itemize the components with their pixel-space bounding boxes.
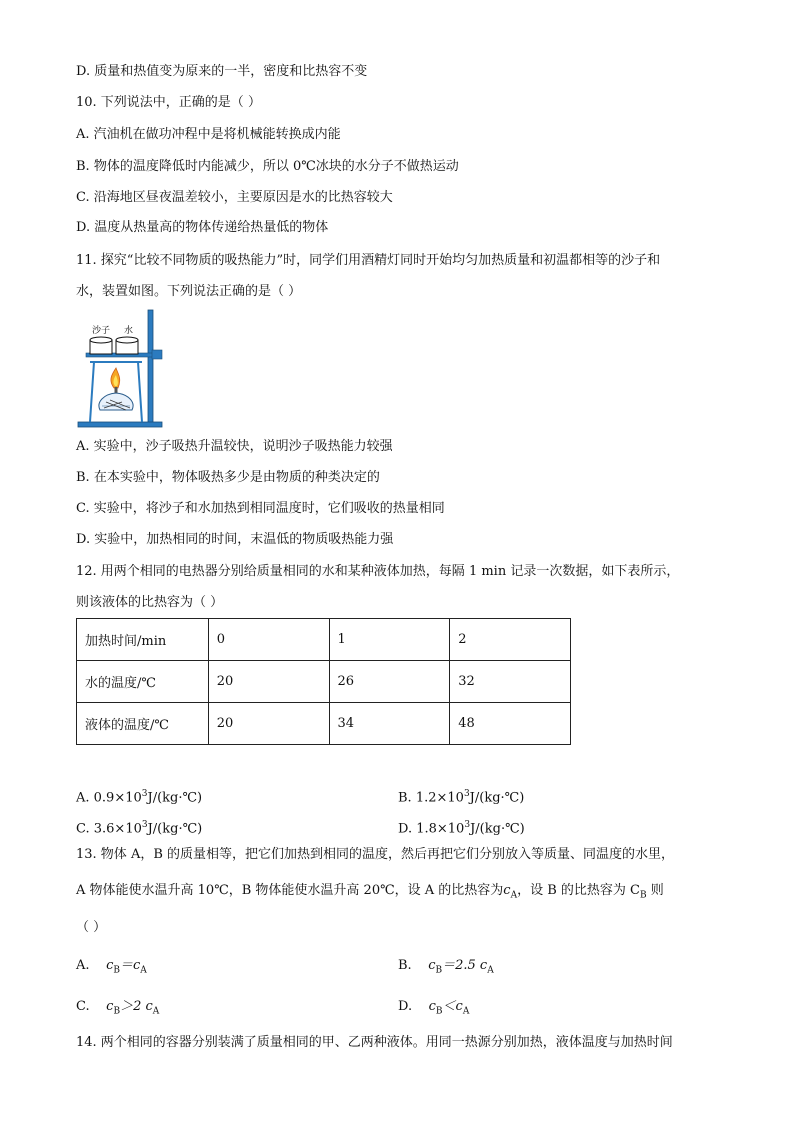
q10-stem: 10. 下列说法中，正确的是（ ） — [76, 95, 261, 110]
label-water: 水 — [124, 325, 134, 335]
q12-option-b: B. $1.2\times 10^3J/(kg\cdot℃)$ — [398, 789, 525, 806]
wick — [115, 387, 118, 393]
q11-stem-line1: 11. 探究“比较不同物质的吸热能力”时，同学们用酒精灯同时开始均匀加热质量和初温都相等的沙子和 — [76, 253, 661, 268]
table-cell: 32 — [450, 661, 571, 703]
table-cell: 48 — [450, 703, 571, 745]
stand-rod — [148, 310, 153, 424]
table-cell: 0 — [208, 619, 329, 661]
q12-option-a: A. $0.9\times 10^3J/(kg\cdot℃)$ — [76, 789, 203, 806]
q10-option-c: C. 沿海地区昼夜温差较小，主要原因是水的比热容较大 — [76, 190, 393, 205]
q9-option-d: D. 质量和热值变为原来的一半，密度和比热容不变 — [76, 64, 368, 79]
q13-option-a: A. $c_B=c_A$ — [76, 958, 147, 976]
table-cell: 26 — [329, 661, 450, 703]
q13-option-b: B. $c_B=2.5$ $c_A$ — [398, 958, 494, 976]
label-sand: 沙子 — [92, 325, 111, 335]
q12-stem-line1: 12. 用两个相同的电热器分别给质量相同的水和某种液体加热，每隔 1 min 记录一次数据，如下表所示， — [76, 564, 680, 579]
q12-stem-line2: 则该液体的比热容为（ ） — [76, 595, 224, 610]
q11-stem-line2: 水，装置如图。下列说法正确的是（ ） — [76, 284, 302, 299]
q11-option-b: B. 在本实验中，物体吸热多少是由物质的种类决定的 — [76, 470, 380, 485]
table-cell: 34 — [329, 703, 450, 745]
q11-option-c: C. 实验中，将沙子和水加热到相同温度时，它们吸收的热量相同 — [76, 501, 445, 516]
clamp-knob — [152, 350, 162, 359]
q11-option-a: A. 实验中，沙子吸热升温较快，说明沙子吸热能力较强 — [76, 439, 393, 454]
temperature-table — [76, 618, 571, 745]
stand-base — [78, 422, 162, 427]
table-cell: 加热时间/min — [77, 619, 209, 661]
q13-option-c: C. $c_B>2$ $c_A$ — [76, 999, 160, 1017]
q10-option-b: B. 物体的温度降低时内能减少，所以 0℃冰块的水分子不做热运动 — [76, 159, 459, 174]
table-cell: 20 — [208, 661, 329, 703]
q10-option-d: D. 温度从热量高的物体传递给热量低的物体 — [76, 220, 329, 235]
table-cell: 水的温度/℃ — [77, 661, 209, 703]
q11-option-d: D. 实验中，加热相同的时间，末温低的物质吸热能力强 — [76, 532, 394, 547]
table-row — [77, 703, 571, 745]
heating-apparatus-figure — [76, 306, 168, 430]
table-cell: 液体的温度/℃ — [77, 703, 209, 745]
q13-option-d: D. $c_B<c_A$ — [398, 999, 470, 1017]
table-cell: 1 — [329, 619, 450, 661]
table-row — [77, 661, 571, 703]
q10-option-a: A. 汽油机在做功冲程中是将机械能转换成内能 — [76, 127, 341, 142]
q12-option-d: D. $1.8\times 10^3J/(kg\cdot℃)$ — [398, 820, 525, 837]
q13-stem-line3: （ ） — [76, 920, 107, 935]
table-cell: 2 — [450, 619, 571, 661]
table-row — [77, 619, 571, 661]
table-cell: 20 — [208, 703, 329, 745]
q13-stem-line2: A 物体能使水温升高 10℃，B 物体能使水温升高 20℃，设 A 的比热容为$c_A$，设 B 的比热容为 $C_B$ 则 — [76, 883, 664, 901]
q13-stem-line1: 13. 物体 A，B 的质量相等，把它们加热到相同的温度，然后再把它们分别放入等质量、同温度的水里， — [76, 847, 675, 862]
q14-stem-line1: 14. 两个相同的容器分别装满了质量相同的甲、乙两种液体。用同一热源分别加热，液体温度与加热时间 — [76, 1035, 673, 1050]
q12-option-c: C. $3.6\times 10^3J/(kg\cdot℃)$ — [76, 820, 203, 837]
